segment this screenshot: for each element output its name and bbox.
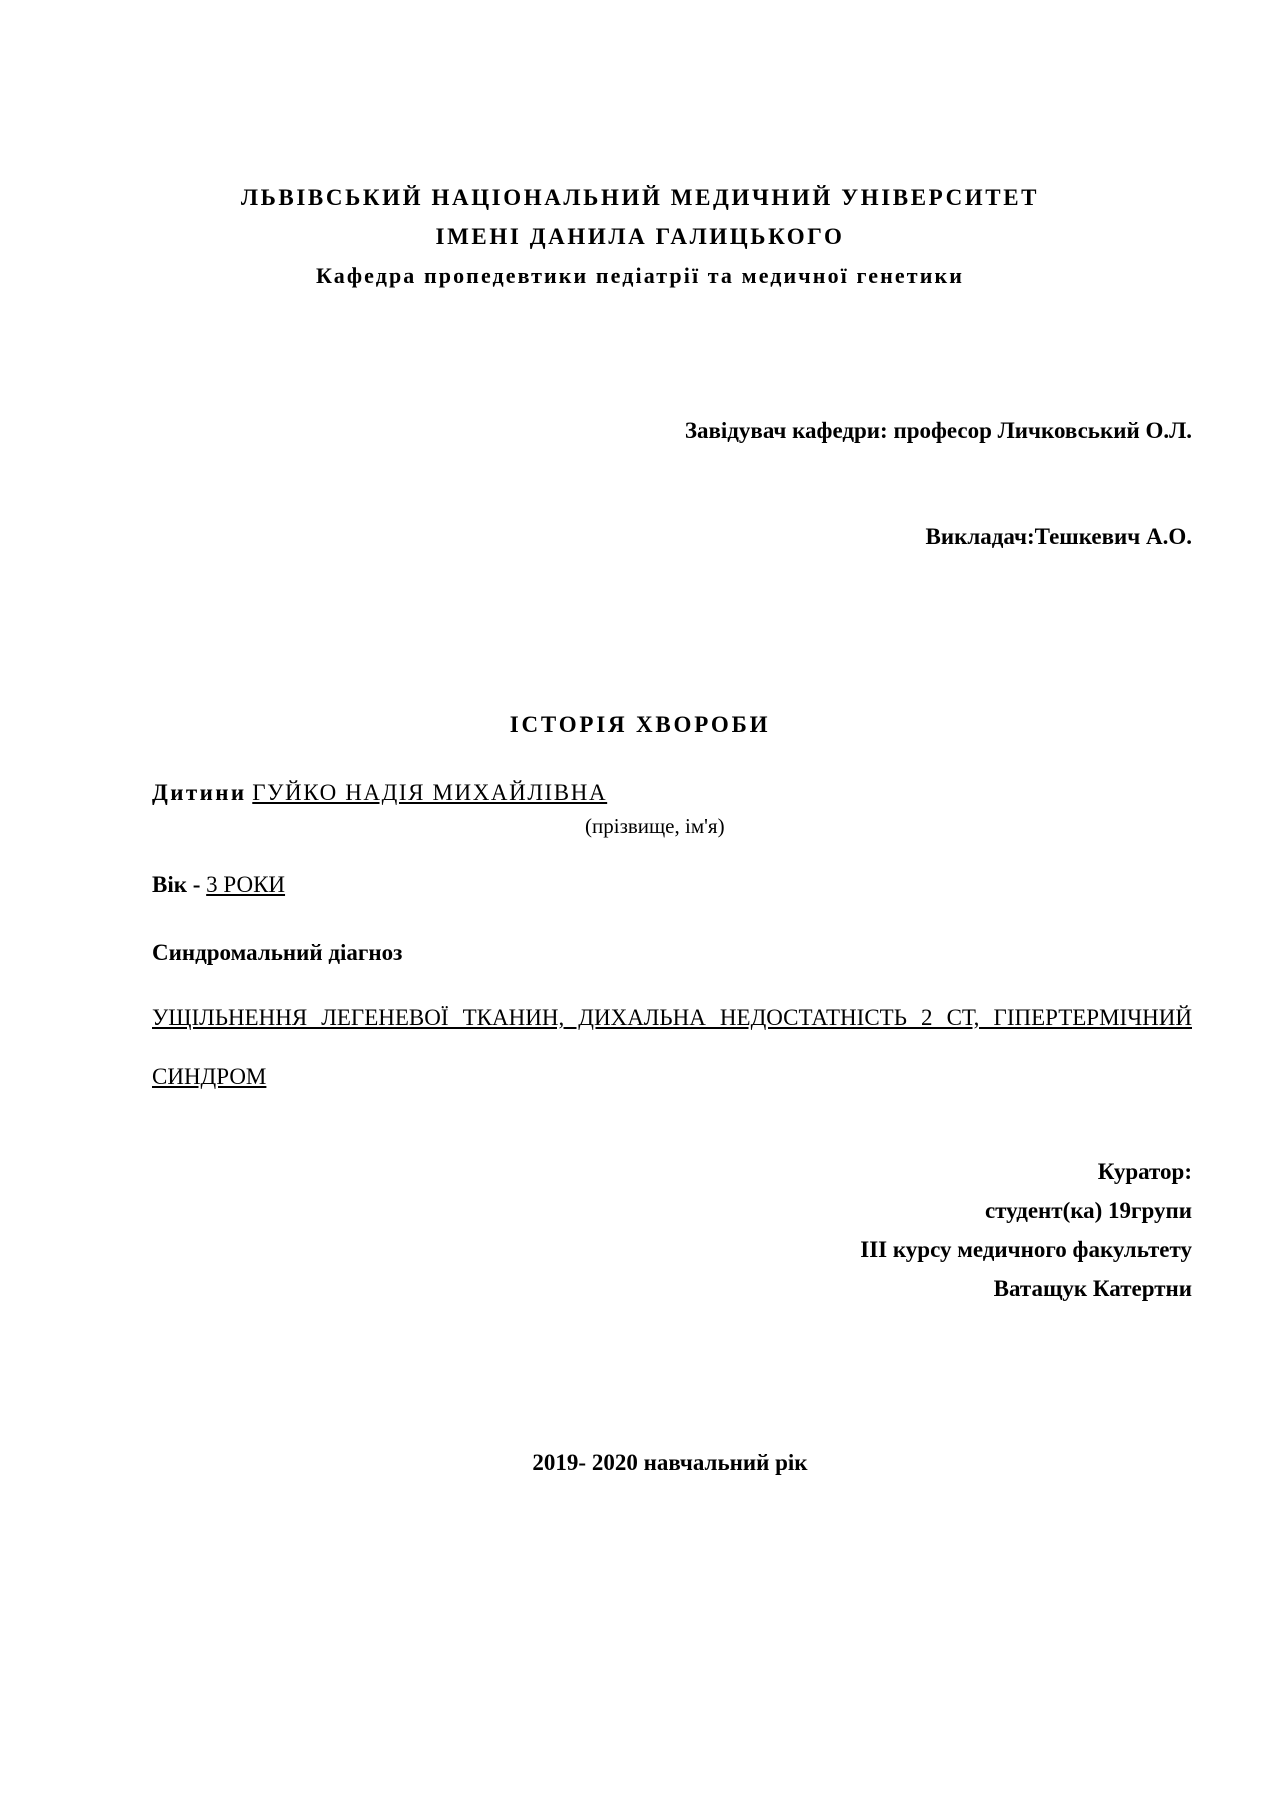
curator-course: ІІІ курсу медичного факультету	[860, 1237, 1192, 1262]
patient-name: ГУЙКО НАДІЯ МИХАЙЛІВНА	[252, 780, 608, 805]
patient-name-hint: (прізвище, ім'я)	[585, 814, 725, 838]
teacher: Викладач:Тешкевич А.О.	[925, 524, 1192, 549]
age-value: 3 РОКИ	[206, 872, 286, 897]
university-named-after: ІМЕНІ ДАНИЛА ГАЛИЦЬКОГО	[435, 224, 845, 249]
curator-block	[860, 1152, 1192, 1308]
academic-year: 2019- 2020 навчальний рік	[532, 1450, 808, 1475]
university-header	[0, 178, 1280, 295]
curator-name: Ватащук Катертни	[993, 1276, 1192, 1301]
diagnosis-text: УЩІЛЬНЕННЯ ЛЕГЕНЕВОЇ ТКАНИН, ДИХАЛЬНА НЕДОСТАТНІСТЬ 2 СТ, ГІПЕРТЕРМІЧНИЙ СИНДРОМ	[152, 1005, 1192, 1089]
diagnosis-label: Синдромальний діагноз	[152, 940, 403, 965]
age-line	[152, 872, 285, 898]
patient-label: Дитини	[152, 780, 247, 805]
diagnosis-text-block	[152, 988, 1192, 1106]
curator-label: Куратор:	[1097, 1159, 1192, 1184]
head-of-department: Завідувач кафедри: професор Личковський О.Л.	[684, 418, 1192, 443]
patient-line	[152, 780, 607, 806]
university-name: ЛЬВІВСЬКИЙ НАЦІОНАЛЬНИЙ МЕДИЧНИЙ УНІВЕРСИТЕТ	[240, 185, 1040, 210]
department-name: Кафедра пропедевтики педіатрії та медичної генетики	[315, 263, 965, 288]
age-label: Вік -	[152, 872, 201, 897]
document-title: ІСТОРІЯ ХВОРОБИ	[509, 712, 771, 737]
curator-group: студент(ка) 19групи	[984, 1198, 1192, 1223]
